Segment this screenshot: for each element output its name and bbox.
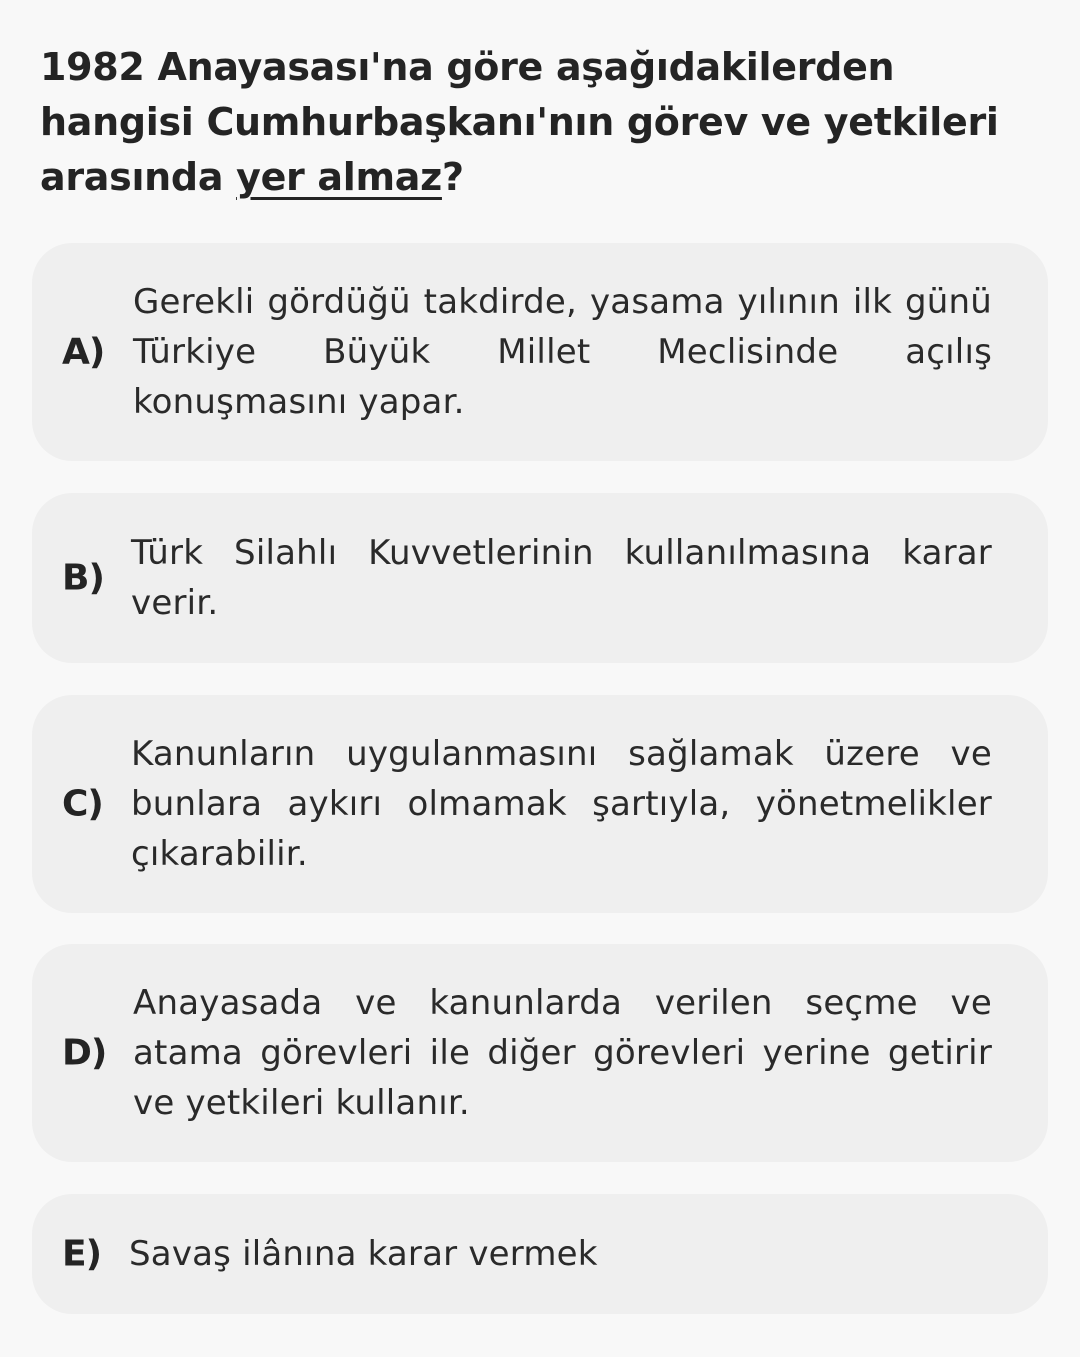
question-mark: ?: [441, 155, 464, 199]
option-d-letter: D): [62, 1032, 107, 1074]
option-e-letter: E): [62, 1233, 102, 1275]
option-d[interactable]: [32, 944, 1048, 1162]
question-text: [40, 40, 1050, 205]
option-c-text: Kanunların uygulanmasını sağlamak üzere ve bunlara aykırı olmamak şartıyla, yönetmelikler çıkarabilir.: [131, 734, 992, 874]
option-c[interactable]: [32, 695, 1048, 913]
option-d-text: Anayasada ve kanunlarda verilen seçme ve atama görevleri ile diğer görevleri yerine getirir ve yetkileri kullanır.: [133, 983, 992, 1123]
option-b-letter: B): [62, 557, 104, 599]
option-a-text: Gerekli gördüğü takdirde, yasama yılının ilk günü Türkiye Büyük Millet Meclisinde açılış konuşmasını yapar.: [133, 282, 992, 422]
option-a[interactable]: [32, 243, 1048, 461]
option-a-letter: A): [62, 331, 105, 373]
option-e[interactable]: [32, 1194, 1048, 1314]
option-b[interactable]: [32, 493, 1048, 663]
option-c-letter: C): [62, 783, 103, 825]
question-main: 1982 Anayasası'na göre aşağıdakilerden hangisi Cumhurbaşkanı'nın görev ve yetkileri arasında: [40, 45, 999, 199]
question-emphasis: yer almaz: [236, 155, 442, 199]
option-b-text: Türk Silahlı Kuvvetlerinin kullanılmasına karar verir.: [131, 533, 992, 623]
option-e-text: Savaş ilânına karar vermek: [129, 1234, 598, 1274]
